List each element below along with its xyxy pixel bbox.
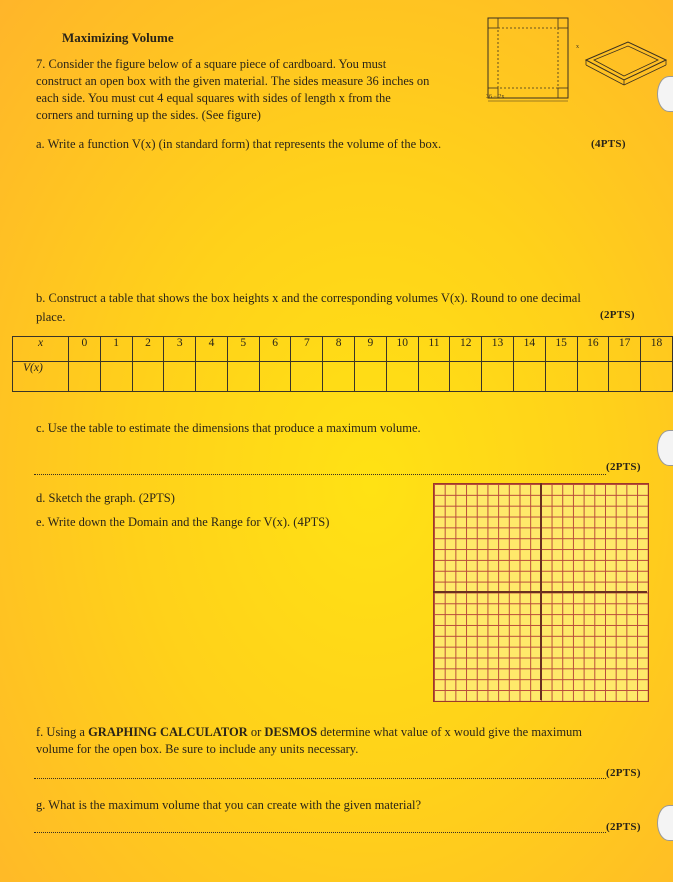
vx-cell[interactable]: [577, 362, 609, 392]
vx-cell[interactable]: [386, 362, 418, 392]
part-c-points: (2PTS): [606, 461, 641, 473]
x-cell: 7: [291, 337, 323, 362]
part-g-answer-line[interactable]: [34, 832, 606, 833]
problem-line-3: each side. You must cut 4 equal squares with sides of length x from the: [36, 91, 391, 105]
y-axis: [540, 483, 542, 700]
x-cell: 11: [418, 337, 450, 362]
figure-corner-label: x: [576, 44, 579, 50]
binder-clip-bottom: [657, 805, 673, 841]
x-cell: 13: [482, 337, 514, 362]
part-b-question-cont: place.: [36, 310, 66, 324]
part-b-points: (2PTS): [600, 309, 635, 321]
x-cell: 4: [196, 337, 228, 362]
cardboard-figure: [480, 12, 575, 107]
part-c-answer-line[interactable]: [34, 474, 606, 475]
x-cell: 17: [609, 337, 641, 362]
part-d-question: d. Sketch the graph. (2PTS): [36, 491, 175, 505]
vx-cell[interactable]: [450, 362, 482, 392]
x-cell: 15: [545, 337, 577, 362]
vx-cell[interactable]: [132, 362, 164, 392]
vx-cell[interactable]: [227, 362, 259, 392]
vx-cell[interactable]: [323, 362, 355, 392]
x-cell: 6: [259, 337, 291, 362]
open-box-figure: [578, 38, 670, 86]
part-c-question: c. Use the table to estimate the dimensions that produce a maximum volume.: [36, 421, 421, 435]
vx-cell[interactable]: [545, 362, 577, 392]
x-cell: 0: [69, 337, 101, 362]
x-cell: 2: [132, 337, 164, 362]
part-f-question-cont: volume for the open box. Be sure to include any units necessary.: [36, 742, 359, 756]
x-cell: 14: [513, 337, 545, 362]
x-cell: 8: [323, 337, 355, 362]
x-cell: 12: [450, 337, 482, 362]
problem-line-4: corners and turning up the sides. (See figure): [36, 108, 261, 122]
part-e-question: e. Write down the Domain and the Range for V(x). (4PTS): [36, 515, 330, 529]
part-a-points: (4PTS): [591, 138, 626, 150]
x-cell: 9: [355, 337, 387, 362]
vx-cell[interactable]: [513, 362, 545, 392]
binder-clip-middle: [657, 430, 673, 466]
part-g-question: g. What is the maximum volume that you can create with the given material?: [36, 798, 422, 812]
vx-row: [13, 362, 673, 392]
part-b-question: b. Construct a table that shows the box heights x and the corresponding volumes V(x). Round to one decimal: [36, 291, 581, 305]
vx-cell[interactable]: [259, 362, 291, 392]
x-cell: 10: [386, 337, 418, 362]
part-g-points: (2PTS): [606, 821, 641, 833]
part-f-suffix: determine what value of x would give the maximum: [317, 725, 583, 739]
x-cell: 5: [227, 337, 259, 362]
part-f-question: [36, 724, 582, 740]
vx-cell[interactable]: [609, 362, 641, 392]
vx-header: V(x): [13, 362, 69, 392]
vx-cell[interactable]: [291, 362, 323, 392]
vx-cell[interactable]: [418, 362, 450, 392]
page-title: Maximizing Volume: [62, 30, 174, 45]
vx-cell[interactable]: [164, 362, 196, 392]
part-f-answer-line[interactable]: [34, 778, 606, 779]
problem-line-1: 7. Consider the figure below of a square piece of cardboard. You must: [36, 57, 387, 71]
x-cell: 18: [641, 337, 673, 362]
part-f-calculator: GRAPHING CALCULATOR: [88, 725, 248, 739]
x-cell: 16: [577, 337, 609, 362]
part-f-prefix: f. Using a: [36, 725, 89, 739]
part-a-question: a. Write a function V(x) (in standard form) that represents the volume of the box.: [36, 137, 442, 151]
vx-cell[interactable]: [641, 362, 673, 392]
binder-clip-top: [657, 76, 673, 112]
value-table: [12, 336, 673, 392]
vx-cell[interactable]: [196, 362, 228, 392]
vx-cell[interactable]: [100, 362, 132, 392]
part-f-desmos: DESMOS: [264, 725, 318, 739]
part-f-or: or: [247, 725, 265, 739]
x-cell: 1: [100, 337, 132, 362]
part-f-points: (2PTS): [606, 767, 641, 779]
x-row: [13, 337, 673, 362]
vx-cell[interactable]: [69, 362, 101, 392]
vx-cell[interactable]: [355, 362, 387, 392]
x-cell: 3: [164, 337, 196, 362]
problem-line-2: construct an open box with the given material. The sides measure 36 inches on: [36, 74, 430, 88]
figure-dimension-label: 36 − 2x: [486, 94, 505, 100]
vx-cell[interactable]: [482, 362, 514, 392]
x-header: x: [13, 337, 69, 362]
